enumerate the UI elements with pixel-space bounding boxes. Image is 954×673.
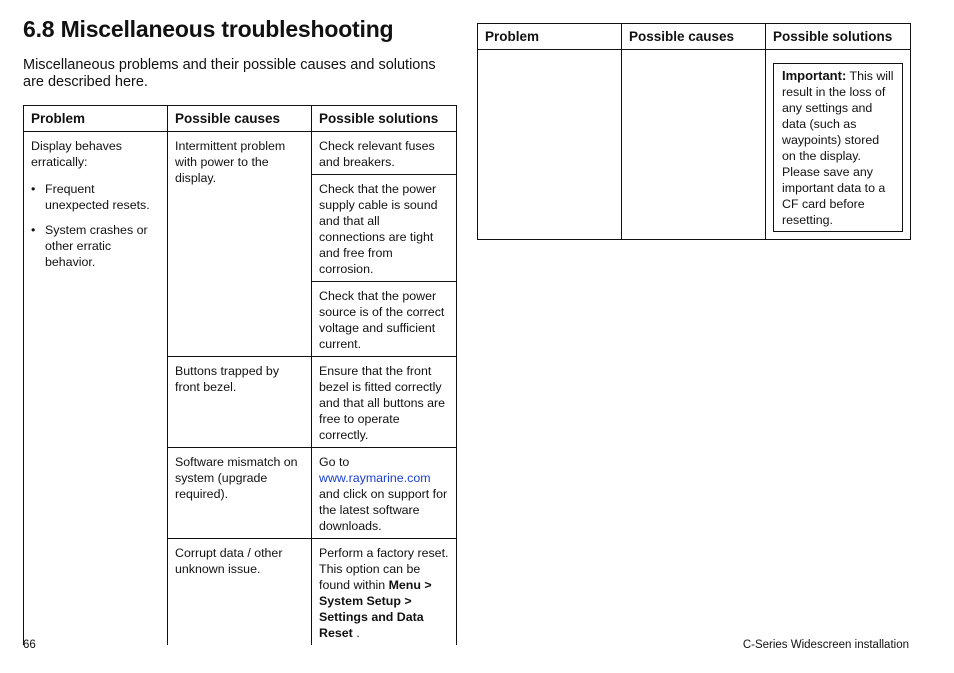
important-text: This will result in the loss of any settings and data (such as waypoints) stored on the display. Please save any important data to a CF card before resetting. — [782, 69, 894, 227]
important-note — [773, 63, 903, 232]
cause-cell: Corrupt data / other unknown issue. — [168, 539, 312, 646]
page-title: 6.8 Miscellaneous troubleshooting — [23, 16, 394, 42]
problem-bullet: • Frequent unexpected resets. — [31, 181, 160, 213]
header-possible-solutions: Possible solutions — [312, 106, 457, 132]
intro-paragraph: Miscellaneous problems and their possible causes and solutions are described here. — [23, 57, 436, 90]
cause-cell: Software mismatch on system (upgrade required). — [168, 448, 312, 539]
header-possible-causes: Possible causes — [622, 24, 766, 50]
solution-cell: Ensure that the front bezel is fitted correctly and that all buttons are free to operate correctly. — [312, 357, 457, 448]
solution-prefix: Perform a factory reset. This option can be found within — [319, 546, 449, 592]
solution-suffix: . — [356, 626, 360, 640]
solution-suffix: and click on support for the latest software downloads. — [319, 487, 448, 533]
solution-cell — [312, 539, 457, 646]
solution-prefix: Go to — [319, 455, 350, 469]
menu-path: Menu > System Setup > Settings and Data Reset — [319, 578, 432, 640]
header-possible-causes: Possible causes — [168, 106, 312, 132]
solution-cell: Check that the power source is of the correct voltage and sufficient current. — [312, 282, 457, 357]
document-title: C-Series Widescreen installation — [742, 639, 909, 651]
problem-cell — [24, 132, 168, 646]
cause-cell: Intermittent problem with power to the display. — [168, 132, 312, 357]
problem-bullet: • System crashes or other erratic behavior. — [31, 222, 160, 270]
header-problem: Problem — [24, 106, 168, 132]
problem-text: Display behaves erratically: — [31, 139, 122, 169]
solution-cell: Check relevant fuses and breakers. — [312, 132, 457, 175]
solution-cell — [312, 448, 457, 539]
header-problem: Problem — [478, 24, 622, 50]
cause-cell-empty — [622, 50, 766, 240]
raymarine-link[interactable]: www.raymarine.com — [319, 471, 431, 485]
troubleshooting-table-continued — [477, 23, 911, 240]
page-number: 66 — [23, 639, 36, 651]
solution-cell — [766, 50, 911, 240]
header-possible-solutions: Possible solutions — [766, 24, 911, 50]
cause-cell: Buttons trapped by front bezel. — [168, 357, 312, 448]
problem-bullet-list — [31, 181, 160, 270]
problem-cell-empty — [478, 50, 622, 240]
important-label: Important: — [782, 68, 847, 83]
troubleshooting-table — [23, 105, 457, 645]
solution-cell: Check that the power supply cable is sound and that all connections are tight and free from corrosion. — [312, 175, 457, 282]
